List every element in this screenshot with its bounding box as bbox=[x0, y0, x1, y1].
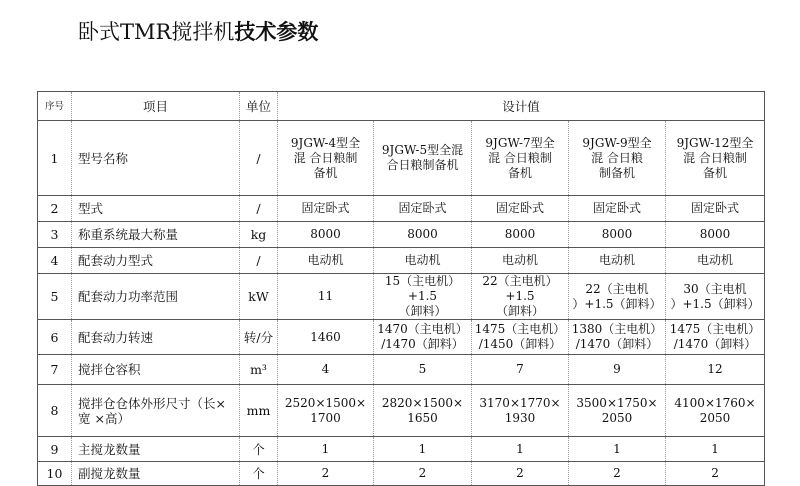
title-regular: 卧式TMR搅拌机 bbox=[78, 20, 235, 44]
row-unit: / bbox=[240, 121, 278, 196]
row-number: 8 bbox=[38, 385, 72, 437]
row-value: 2 bbox=[569, 462, 666, 486]
row-item: 副搅龙数量 bbox=[72, 462, 240, 486]
row-value: 1475（主电机） /1470（卸料） bbox=[666, 320, 765, 355]
row-unit: 转/分 bbox=[240, 320, 278, 355]
row-value: 1 bbox=[666, 437, 765, 462]
row-value: 9JGW-12型全 混 合日粮制 备机 bbox=[666, 121, 765, 196]
row-value: 5 bbox=[374, 355, 472, 385]
row-value: 22（主电机 ）+1.5（卸料） bbox=[569, 274, 666, 320]
title-bold: 技术参数 bbox=[234, 20, 319, 44]
row-value: 1 bbox=[472, 437, 569, 462]
row-unit: kW bbox=[240, 274, 278, 320]
row-number: 7 bbox=[38, 355, 72, 385]
table-row bbox=[38, 320, 765, 355]
row-value: 9JGW-9型全 混 合日粮 制备机 bbox=[569, 121, 666, 196]
row-value: 2 bbox=[472, 462, 569, 486]
row-value: 电动机 bbox=[666, 248, 765, 274]
row-value: 电动机 bbox=[374, 248, 472, 274]
row-item: 搅拌仓容积 bbox=[72, 355, 240, 385]
row-unit: 个 bbox=[240, 462, 278, 486]
table-row bbox=[38, 274, 765, 320]
row-value: 22（主电机）+1.5 （卸料） bbox=[472, 274, 569, 320]
row-unit: 个 bbox=[240, 437, 278, 462]
row-number: 10 bbox=[38, 462, 72, 486]
row-unit: / bbox=[240, 248, 278, 274]
row-value: 固定卧式 bbox=[666, 196, 765, 222]
row-value: 1380（主电机） /1470（卸料） bbox=[569, 320, 666, 355]
row-value: 固定卧式 bbox=[472, 196, 569, 222]
row-value: 9 bbox=[569, 355, 666, 385]
header-unit: 单位 bbox=[240, 92, 278, 121]
row-value: 1470（主电机） /1470（卸料） bbox=[374, 320, 472, 355]
row-unit: / bbox=[240, 196, 278, 222]
row-value: 7 bbox=[472, 355, 569, 385]
row-value: 8000 bbox=[666, 222, 765, 248]
row-value: 1 bbox=[278, 437, 374, 462]
header-item: 项目 bbox=[72, 92, 240, 121]
row-item: 主搅龙数量 bbox=[72, 437, 240, 462]
row-value: 4100×1760× 2050 bbox=[666, 385, 765, 437]
row-number: 3 bbox=[38, 222, 72, 248]
row-unit: mm bbox=[240, 385, 278, 437]
table-row bbox=[38, 248, 765, 274]
table-body bbox=[38, 121, 765, 486]
row-item: 型号名称 bbox=[72, 121, 240, 196]
row-value: 固定卧式 bbox=[278, 196, 374, 222]
row-value: 9JGW-5型全混 合日粮制备机 bbox=[374, 121, 472, 196]
row-unit: m³ bbox=[240, 355, 278, 385]
row-value: 8000 bbox=[278, 222, 374, 248]
row-value: 30（主电机 ）+1.5（卸料） bbox=[666, 274, 765, 320]
row-value: 15（主电机）+1.5 （卸料） bbox=[374, 274, 472, 320]
row-value: 2 bbox=[666, 462, 765, 486]
row-item: 搅拌仓仓体外形尺寸（长× 宽 ×高） bbox=[72, 385, 240, 437]
spec-table bbox=[37, 91, 765, 486]
row-value: 4 bbox=[278, 355, 374, 385]
table-row bbox=[38, 462, 765, 486]
row-number: 1 bbox=[38, 121, 72, 196]
row-item: 型式 bbox=[72, 196, 240, 222]
row-value: 2 bbox=[278, 462, 374, 486]
row-value: 电动机 bbox=[472, 248, 569, 274]
row-value: 9JGW-4型全 混 合日粮制 备机 bbox=[278, 121, 374, 196]
row-value: 1 bbox=[374, 437, 472, 462]
row-value: 12 bbox=[666, 355, 765, 385]
row-unit: kg bbox=[240, 222, 278, 248]
row-value: 2 bbox=[374, 462, 472, 486]
table-row bbox=[38, 437, 765, 462]
table-row bbox=[38, 121, 765, 196]
header-no: 序号 bbox=[38, 92, 72, 121]
row-value: 1 bbox=[569, 437, 666, 462]
row-value: 固定卧式 bbox=[569, 196, 666, 222]
row-item: 配套动力转速 bbox=[72, 320, 240, 355]
row-value: 固定卧式 bbox=[374, 196, 472, 222]
header-row bbox=[38, 92, 765, 121]
row-number: 4 bbox=[38, 248, 72, 274]
table-row bbox=[38, 385, 765, 437]
row-value: 3500×1750× 2050 bbox=[569, 385, 666, 437]
row-value: 11 bbox=[278, 274, 374, 320]
row-value: 1460 bbox=[278, 320, 374, 355]
row-value: 8000 bbox=[569, 222, 666, 248]
document-title bbox=[78, 14, 318, 50]
row-item: 称重系统最大称量 bbox=[72, 222, 240, 248]
row-number: 2 bbox=[38, 196, 72, 222]
row-value: 3170×1770× 1930 bbox=[472, 385, 569, 437]
table-row bbox=[38, 196, 765, 222]
row-value: 电动机 bbox=[278, 248, 374, 274]
row-number: 9 bbox=[38, 437, 72, 462]
table-row bbox=[38, 355, 765, 385]
row-item: 配套动力型式 bbox=[72, 248, 240, 274]
row-item: 配套动力功率范围 bbox=[72, 274, 240, 320]
row-value: 2820×1500× 1650 bbox=[374, 385, 472, 437]
row-value: 电动机 bbox=[569, 248, 666, 274]
row-value: 1475（主电机） /1450（卸料） bbox=[472, 320, 569, 355]
row-value: 8000 bbox=[374, 222, 472, 248]
row-value: 2520×1500× 1700 bbox=[278, 385, 374, 437]
row-value: 9JGW-7型全 混 合日粮制 备机 bbox=[472, 121, 569, 196]
table-row bbox=[38, 222, 765, 248]
header-design-value: 设计值 bbox=[278, 92, 765, 121]
row-number: 5 bbox=[38, 274, 72, 320]
row-number: 6 bbox=[38, 320, 72, 355]
row-value: 8000 bbox=[472, 222, 569, 248]
